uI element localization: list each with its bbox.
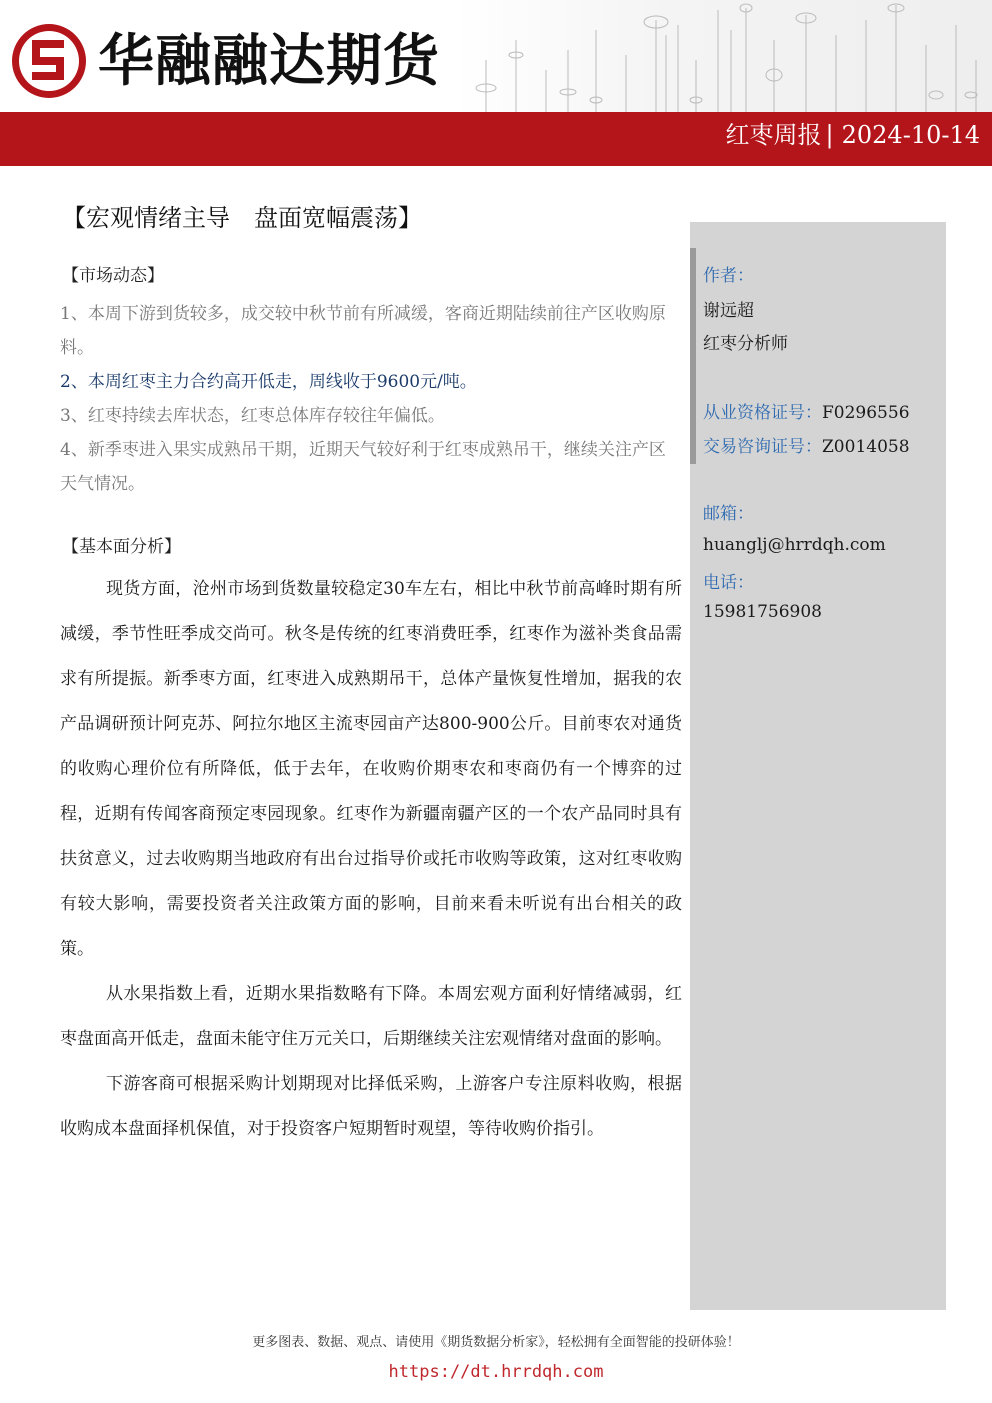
consult-line	[703, 432, 910, 457]
analysis-body	[60, 567, 682, 1152]
analysis-paragraph-3: 下游客商可根据采购计划期现对比择低采购，上游客户专注原料收购，根据收购成本盘面择机保值，对于投资客户短期暂时观望，等待收购价指引。	[60, 1074, 682, 1139]
phone-value: 15981756908	[703, 602, 822, 622]
author-name: 谢远超	[703, 301, 754, 321]
footer-link[interactable]: https://dt.hrrdqh.com	[388, 1362, 604, 1382]
email-label: 邮箱：	[703, 504, 754, 524]
cert-label: 从业资格证号：	[703, 403, 822, 423]
analysis-paragraph-2: 从水果指数上看，近期水果指数略有下降。本周宏观方面利好情绪减弱，红枣盘面高开低走，盘面未能守住万元关口，后期继续关注宏观情绪对盘面的影响。	[60, 984, 682, 1049]
page-title: 【宏观情绪主导 盘面宽幅震荡】	[62, 204, 422, 232]
header-decoration	[456, 0, 992, 112]
company-logo	[10, 22, 88, 100]
footer-promo: 更多图表、数据、观点、请使用《期货数据分析家》，轻松拥有全面智能的投研体验！	[252, 1335, 740, 1350]
analysis-section-title: 【基本面分析】	[62, 537, 181, 557]
report-tag	[726, 112, 980, 166]
report-date: 2024-10-14	[841, 121, 980, 149]
report-separator: |	[825, 121, 834, 149]
cert-value: F0296556	[822, 403, 910, 423]
author-role: 红枣分析师	[703, 334, 788, 354]
consult-value: Z0014058	[822, 437, 910, 457]
email-value[interactable]: huanglj@hrrdqh.com	[703, 535, 886, 555]
author-sidebar	[690, 222, 946, 1310]
market-list	[60, 297, 680, 501]
sidebar-accent-bar	[690, 248, 696, 464]
cert-line	[703, 398, 910, 423]
market-item-1: 1、本周下游到货较多，成交较中秋节前有所减缓，客商近期陆续前往产区收购原料。	[60, 304, 666, 358]
market-item-3: 3、红枣持续去库状态，红枣总体库存较往年偏低。	[60, 406, 445, 426]
analysis-paragraph-1: 现货方面，沧州市场到货数量较稳定30车左右，相比中秋节前高峰时期有所减缓，季节性旺季成交尚可。秋冬是传统的红枣消费旺季，红枣作为滋补类食品需求有所提振。新季枣方面，红枣进入成熟期吊干，总体产量恢复性增加，据我的农产品调研预计阿克苏、阿拉尔地区主流枣园亩产达800-900公斤。目前枣农对通货的收购心理价位有所降低，低于去年，在收购价期枣农和枣商仍有一个博弈的过程，近期有传闻客商预定枣园现象。红枣作为新疆南疆产区的一个农产品同时具有扶贫意义，过去收购期当地政府有出台过指导价或托市收购等政策，这对红枣收购有较大影响，需要投资者关注政策方面的影响，目前来看未听说有出台相关的政策。	[60, 579, 682, 959]
brand-name: 华融融达期货	[98, 29, 440, 94]
report-type: 红枣周报	[725, 121, 822, 149]
market-section-title: 【市场动态】	[62, 266, 164, 286]
author-label: 作者：	[703, 266, 754, 286]
market-item-2: 2、本周红枣主力合约高开低走，周线收于9600元/吨。	[60, 372, 477, 392]
market-item-4: 4、新季枣进入果实成熟吊干期，近期天气较好利于红枣成熟吊干，继续关注产区天气情况。	[60, 440, 666, 494]
phone-label: 电话：	[703, 573, 754, 593]
consult-label: 交易咨询证号：	[703, 437, 822, 457]
